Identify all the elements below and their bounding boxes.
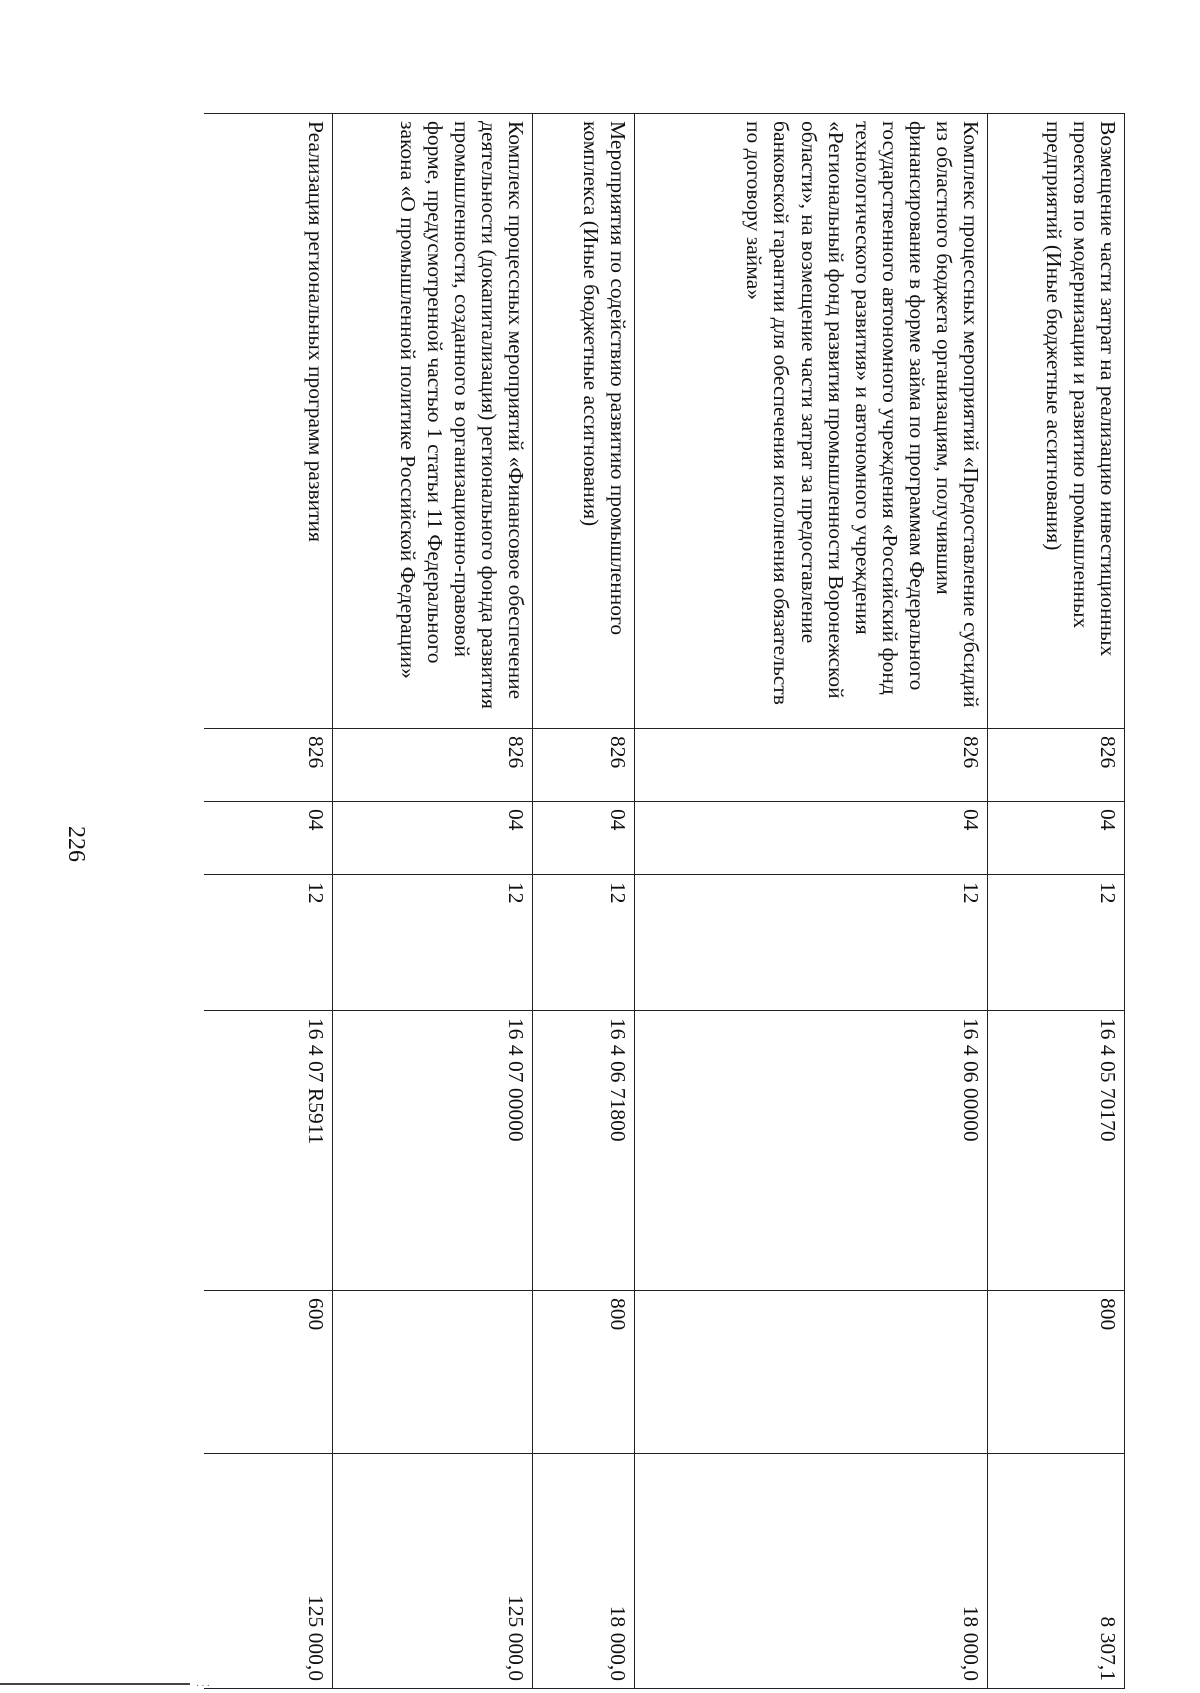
- subsection-code: 12: [205, 875, 333, 1011]
- table-row: [533, 114, 635, 1689]
- ministry-code: 826: [533, 729, 635, 802]
- expense-type-code: 600: [205, 1291, 333, 1454]
- target-article-code: 16 4 05 70170: [988, 1011, 1125, 1291]
- budget-table: [205, 113, 1126, 1689]
- row-description: Реализация региональных программ развития: [205, 114, 333, 729]
- subsection-code: 12: [533, 875, 635, 1011]
- amount-value: 125 000,0: [205, 1454, 333, 1689]
- target-article-code: 16 4 07 00000: [333, 1011, 533, 1291]
- row-description: Комплекс процессных мероприятий «Предоставление субсидий из областного бюджета организациям, получившим финансирование в форме займа по программам Федерального государственного автономного учреждения «Российский фонд технологического развития» и автономного учреждения «Региональный фонд развития промышленности Воронежской области», на возмещение части затрат за предоставление банковской гарантии для обеспечения исполнения обязательств по договору займа»: [635, 114, 988, 729]
- subsection-code: 12: [988, 875, 1125, 1011]
- target-article-code: 16 4 06 00000: [635, 1011, 988, 1291]
- ministry-code: 826: [333, 729, 533, 802]
- target-article-code: 16 4 07 R5911: [205, 1011, 333, 1291]
- target-article-code: 16 4 06 71800: [533, 1011, 635, 1291]
- expense-type-code: 800: [533, 1291, 635, 1454]
- section-code: 04: [635, 802, 988, 875]
- expense-type-code: [333, 1291, 533, 1454]
- row-description: Мероприятия по содействию развитию промышленного комплекса (Иные бюджетные ассигнования): [533, 114, 635, 729]
- scan-edge-dots: ···: [196, 1681, 212, 1692]
- subsection-code: 12: [333, 875, 533, 1011]
- ministry-code: 826: [635, 729, 988, 802]
- table-row: [635, 114, 988, 1689]
- ministry-code: 826: [988, 729, 1125, 802]
- section-code: 04: [533, 802, 635, 875]
- amount-value: 18 000,0: [635, 1454, 988, 1689]
- amount-value: 18 000,0: [533, 1454, 635, 1689]
- amount-value: 8 307,1: [988, 1454, 1125, 1689]
- budget-table-container: [205, 113, 1125, 1681]
- ministry-code: 826: [205, 729, 333, 802]
- page-number: 226: [63, 826, 89, 862]
- section-code: 04: [988, 802, 1125, 875]
- table-row: [988, 114, 1125, 1689]
- expense-type-code: 800: [988, 1291, 1125, 1454]
- section-code: 04: [205, 802, 333, 875]
- row-description: Комплекс процессных мероприятий «Финансовое обеспечение деятельности (докапитализация) регионального фонда развития промышленности, созданного в организационно-правовой форме, предусмотренной частью 1 статьи 11 Федерального закона «О промышленной политике Российской Федерации»: [333, 114, 533, 729]
- table-row: [333, 114, 533, 1689]
- amount-value: 125 000,0: [333, 1454, 533, 1689]
- section-code: 04: [333, 802, 533, 875]
- row-description: Возмещение части затрат на реализацию инвестиционных проектов по модернизации и развитию промышленных предприятий (Иные бюджетные ассигнования): [988, 114, 1125, 729]
- expense-type-code: [635, 1291, 988, 1454]
- scan-edge-line: [0, 1683, 190, 1685]
- table-row: [205, 114, 333, 1689]
- subsection-code: 12: [635, 875, 988, 1011]
